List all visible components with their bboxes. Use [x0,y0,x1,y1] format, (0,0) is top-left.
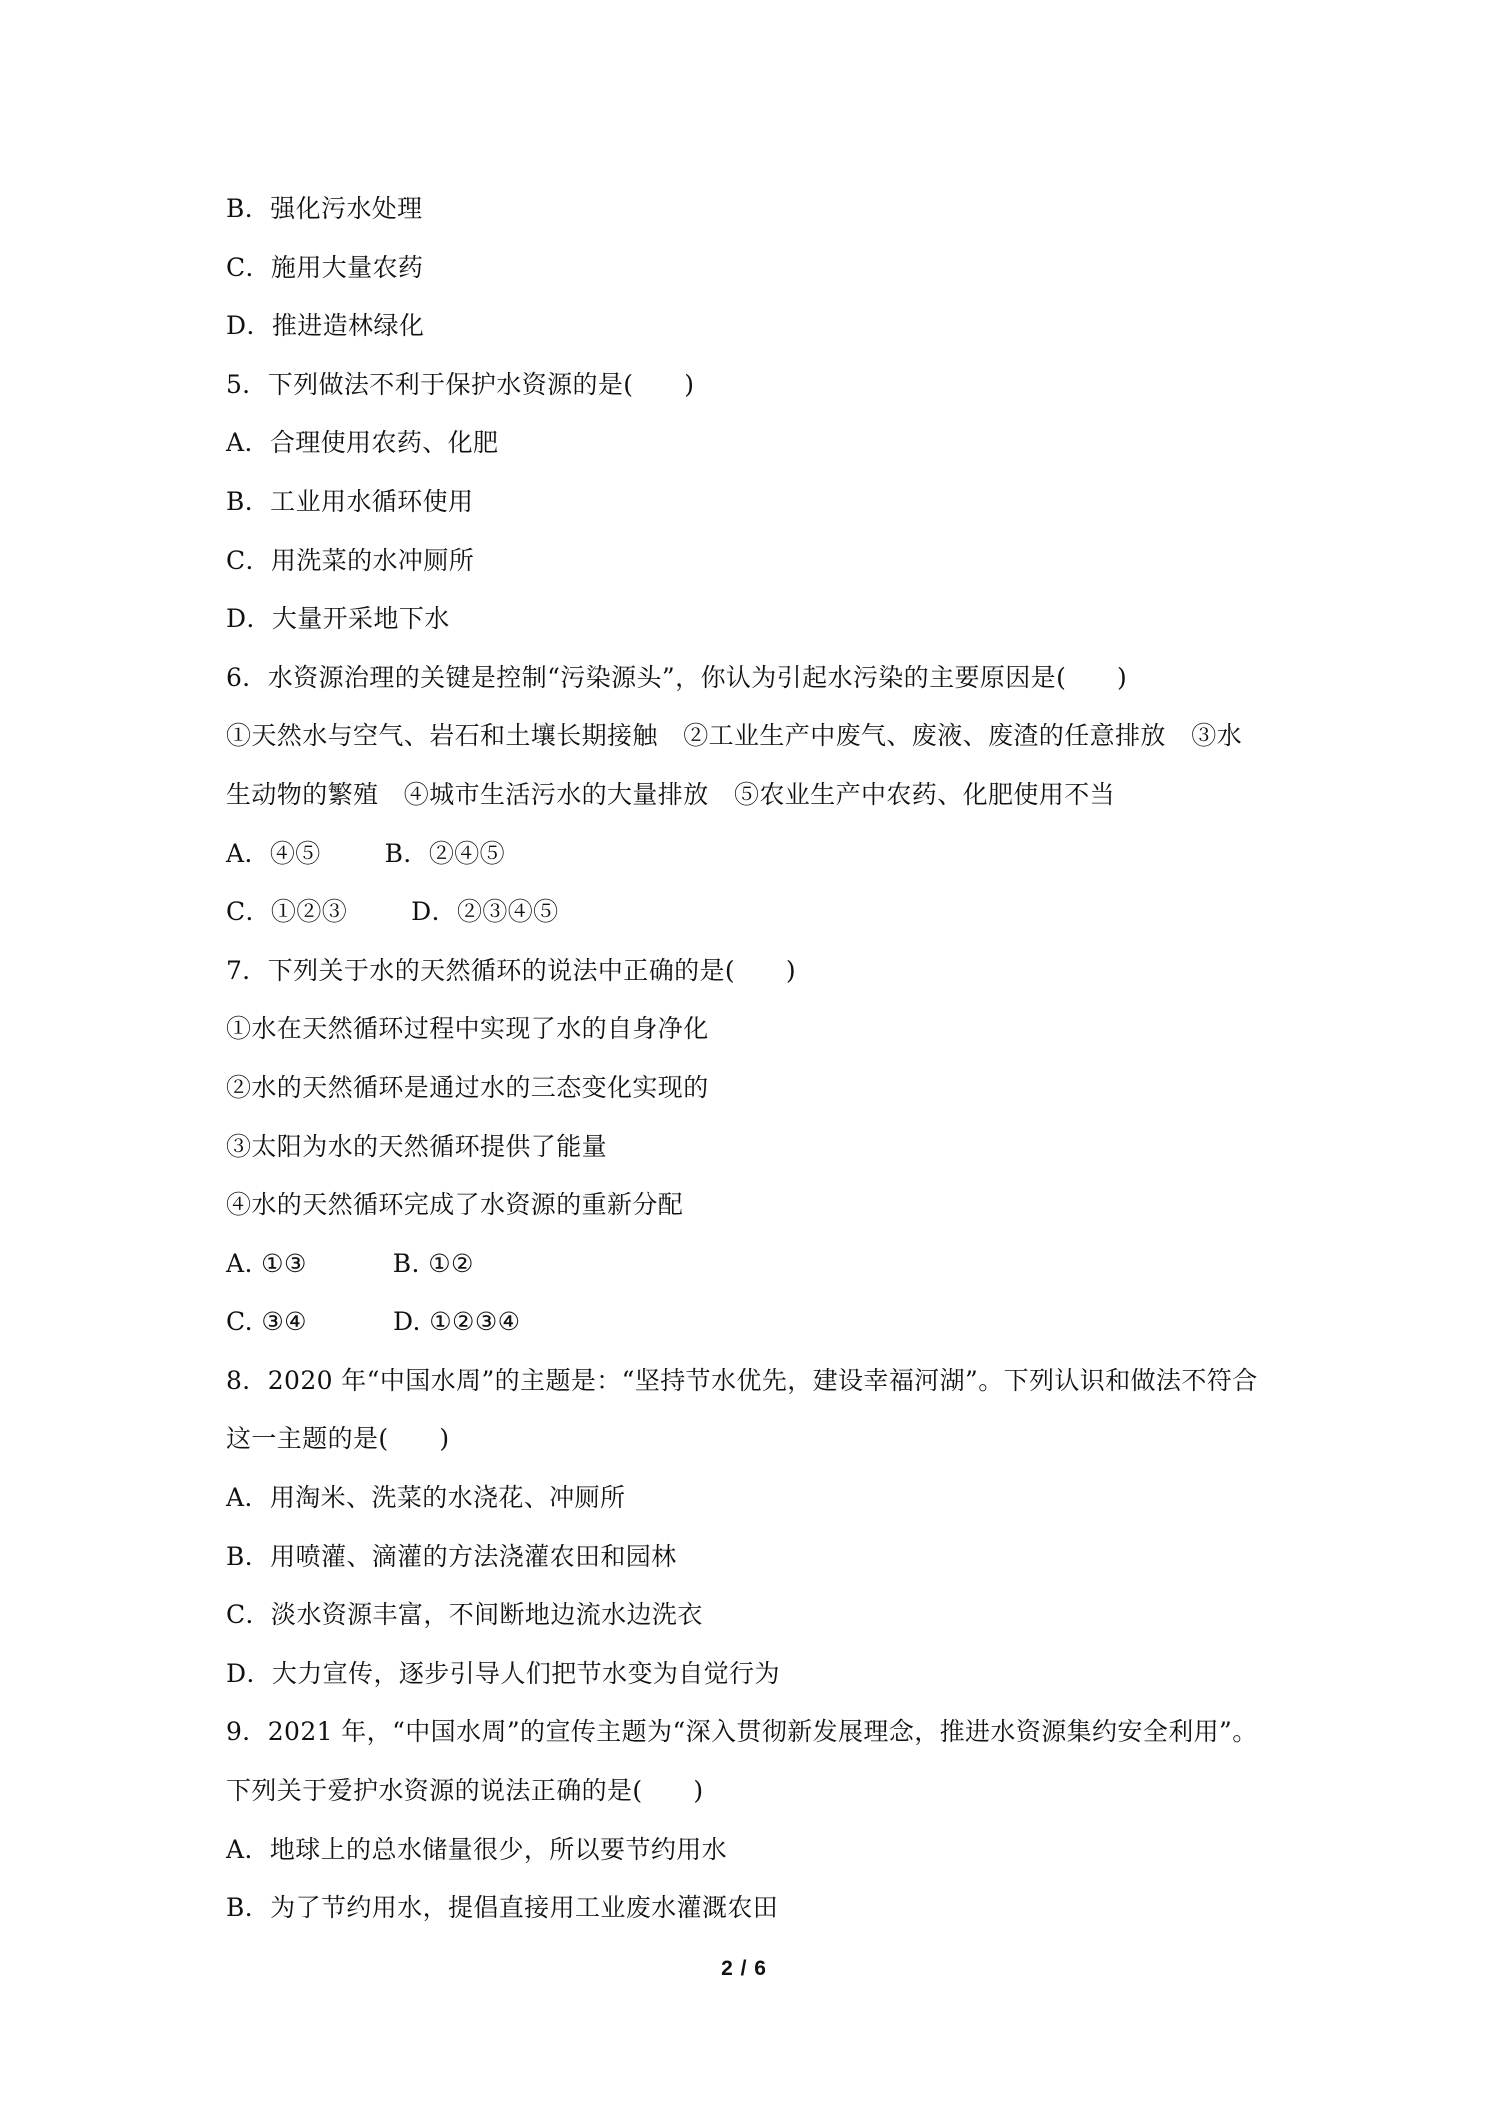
q7-option-a: A. ①③ [226,1248,307,1278]
page-number: 2 / 6 [721,1957,767,1980]
q6-statements-line-2: 生动物的繁殖 ④城市生活污水的大量排放 ⑤农业生产中农药、化肥使用不当 [226,779,1116,809]
q7-option-b: B. ①② [392,1248,474,1278]
q9-option-b: B．为了节约用水，提倡直接用工业废水灌溉农田 [226,1893,779,1923]
q5-option-a: A．合理使用农药、化肥 [226,428,499,458]
q4-option-d: D．推进造林绿化 [226,311,425,341]
q8-option-d: D．大力宣传，逐步引导人们把节水变为自觉行为 [226,1658,780,1688]
q6-option-b: B．②④⑤ [384,838,506,868]
q7-option-d: D. ①②③④ [392,1307,521,1337]
q4-option-b: B．强化污水处理 [226,194,423,223]
q4-option-c: C．施用大量农药 [226,252,424,282]
q8-option-b: B．用喷灌、滴灌的方法浇灌农田和园林 [226,1541,677,1571]
q6-option-c: C．①②③ [226,897,348,927]
q8-stem-line-1: 8．2020 年“中国水周”的主题是：“坚持节水优先，建设幸福河湖”。下列认识和做法不符合 [226,1365,1258,1395]
q7-options-row-1 [226,1241,1276,1300]
q5-option-c: C．用洗菜的水冲厕所 [226,545,475,575]
q7-item-1: ①水在天然循环过程中实现了水的自身净化 [226,1014,709,1044]
q9-option-a: A．地球上的总水储量很少，所以要节约用水 [226,1834,728,1864]
q6-option-a: A．④⑤ [226,838,321,868]
q8-option-a: A．用淘米、洗菜的水浇花、冲厕所 [226,1483,626,1513]
q6-statements-line-1: ①天然水与空气、岩石和土壤长期接触 ②工业生产中废气、废液、废渣的任意排放 ③水 [226,721,1243,751]
q7-option-c: C. ③④ [226,1307,307,1337]
q6-option-d: D．②③④⑤ [411,897,559,927]
q9-stem-line-1: 9．2021 年，“中国水周”的宣传主题为“深入贯彻新发展理念，推进水资源集约安全利用”。 [226,1717,1258,1747]
q7-stem: 7．下列关于水的天然循环的说法中正确的是( ) [226,955,797,985]
q6-stem: 6．水资源治理的关键是控制“污染源头”，你认为引起水污染的主要原因是( ) [226,662,1128,692]
q9-stem-line-2: 下列关于爱护水资源的说法正确的是( ) [226,1776,704,1806]
q7-item-4: ④水的天然循环完成了水资源的重新分配 [226,1190,684,1220]
q8-option-c: C．淡水资源丰富，不间断地边流水边洗衣 [226,1600,703,1630]
q6-options-row-1 [226,831,1276,890]
q5-option-b: B．工业用水循环使用 [226,486,474,516]
q5-stem: 5．下列做法不利于保护水资源的是( ) [226,369,695,399]
q7-item-3: ③太阳为水的天然循环提供了能量 [226,1131,608,1161]
q7-options-row-2 [226,1299,1276,1358]
document-body [226,186,1276,1944]
q6-options-row-2 [226,889,1276,948]
q5-option-d: D．大量开采地下水 [226,604,450,634]
q8-stem-line-2: 这一主题的是( ) [226,1424,450,1454]
q7-item-2: ②水的天然循环是通过水的三态变化实现的 [226,1072,709,1102]
